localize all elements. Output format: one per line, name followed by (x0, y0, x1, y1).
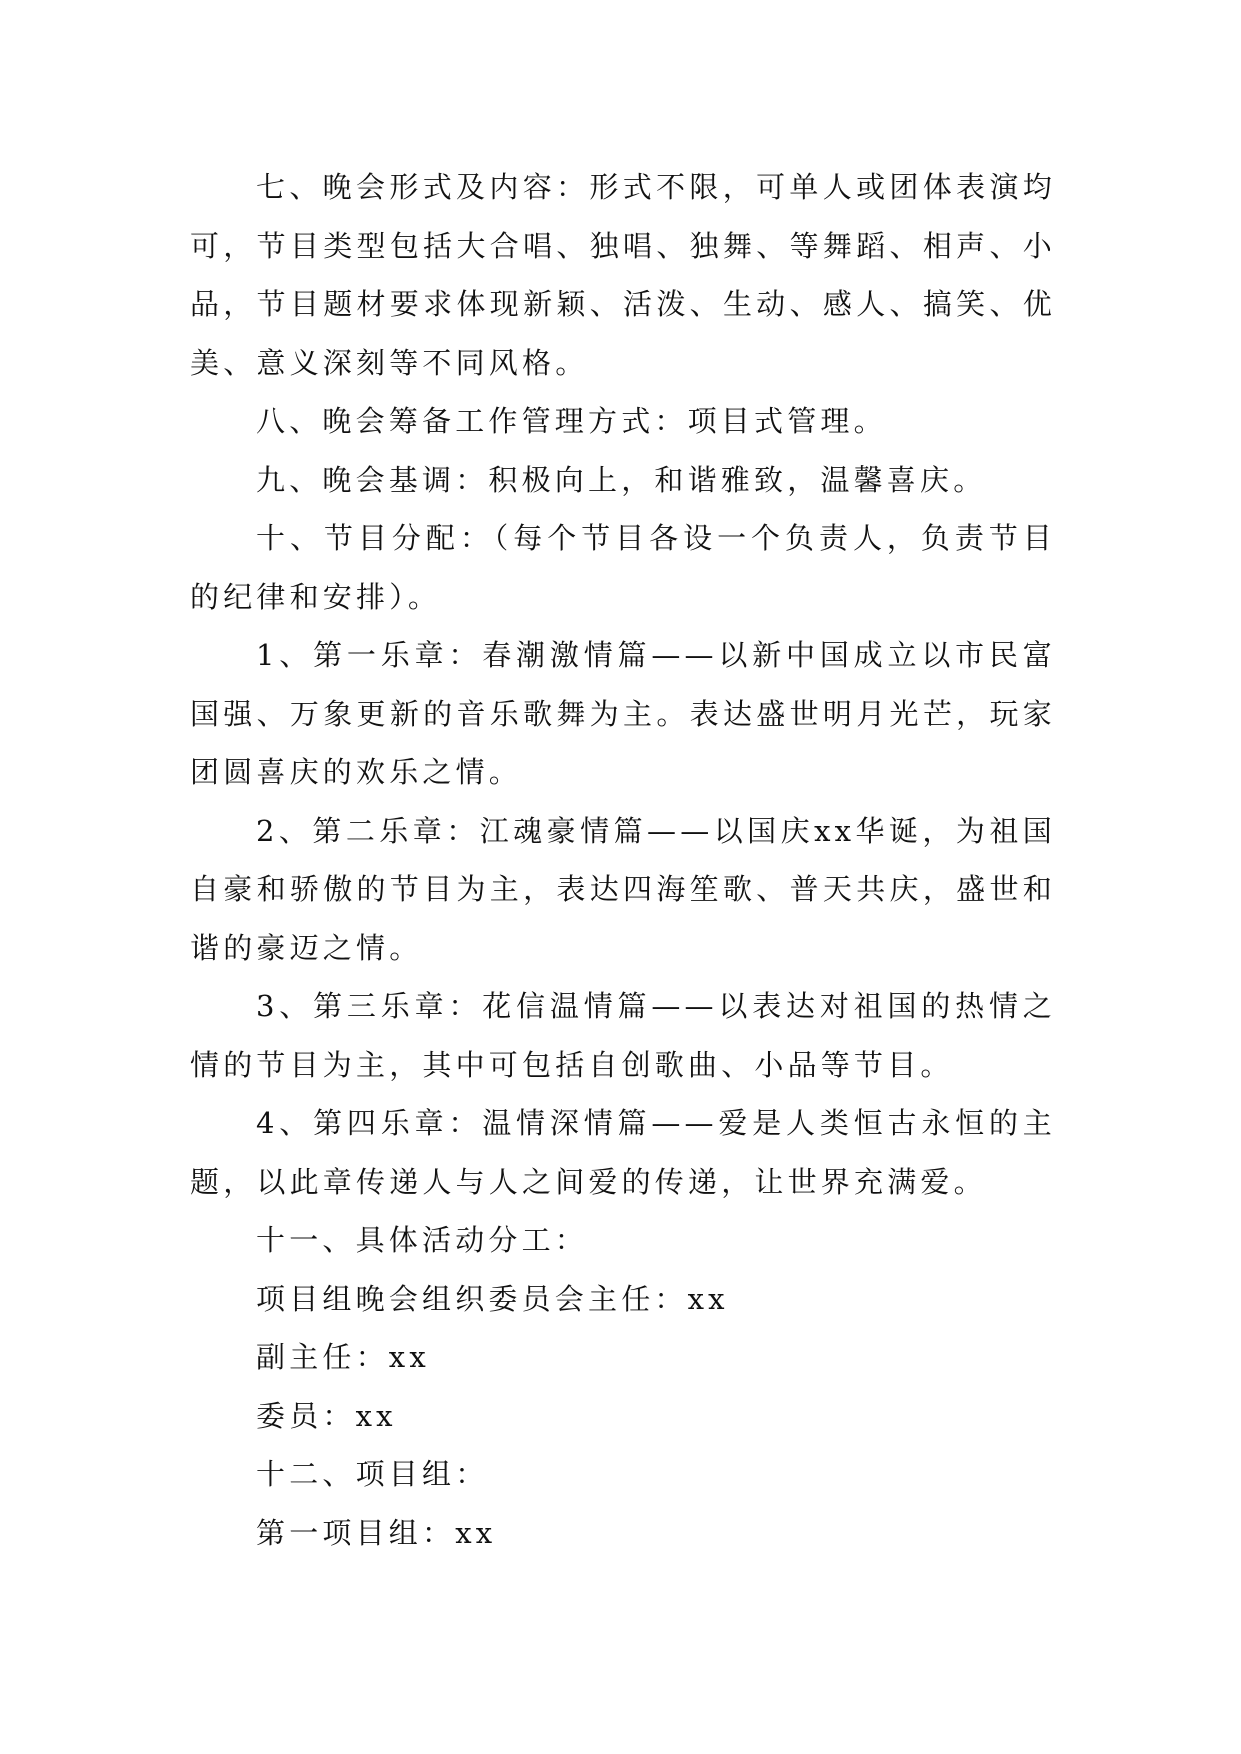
paragraph-section-9: 九、晚会基调：积极向上，和谐雅致，温馨喜庆。 (256, 462, 987, 497)
document-body (190, 158, 1056, 1562)
paragraph-deputy-director: 副主任：xx (256, 1340, 430, 1374)
paragraph-director: 项目组晚会组织委员会主任：xx (256, 1281, 729, 1316)
paragraph-section-12: 十二、项目组： (256, 1457, 489, 1491)
paragraph-project-group-1: 第一项目组：xx (256, 1515, 497, 1550)
paragraph-movement-4: 4、第四乐章：温情深情篇——爱是人类恒古永恒的主题，以此章传递人与人之间爱的传递，让世界充满爱。 (190, 1106, 1056, 1199)
paragraph-movement-1: 1、第一乐章：春潮激情篇——以新中国成立以市民富国强、万象更新的音乐歌舞为主。表达盛世明月光芒，玩家团圆喜庆的欢乐之情。 (190, 638, 1056, 789)
paragraph-members: 委员：xx (256, 1398, 397, 1433)
paragraph-movement-3: 3、第三乐章：花信温情篇——以表达对祖国的热情之情的节目为主，其中可包括自创歌曲、小品等节目。 (190, 989, 1056, 1082)
paragraph-section-7: 七、晚会形式及内容：形式不限，可单人或团体表演均可，节目类型包括大合唱、独唱、独舞、等舞蹈、相声、小品，节目题材要求体现新颖、活泼、生动、感人、搞笑、优美、意义深刻等不同风格。 (190, 170, 1056, 380)
paragraph-section-10: 十、节目分配：（每个节目各设一个负责人，负责节目的纪律和安排）。 (190, 521, 1056, 614)
paragraph-section-8: 八、晚会筹备工作管理方式：项目式管理。 (256, 404, 887, 438)
paragraph-movement-2: 2、第二乐章：江魂豪情篇——以国庆xx华诞，为祖国自豪和骄傲的节目为主，表达四海笙歌、普天共庆，盛世和谐的豪迈之情。 (190, 813, 1056, 965)
paragraph-section-11: 十一、具体活动分工： (256, 1223, 589, 1257)
